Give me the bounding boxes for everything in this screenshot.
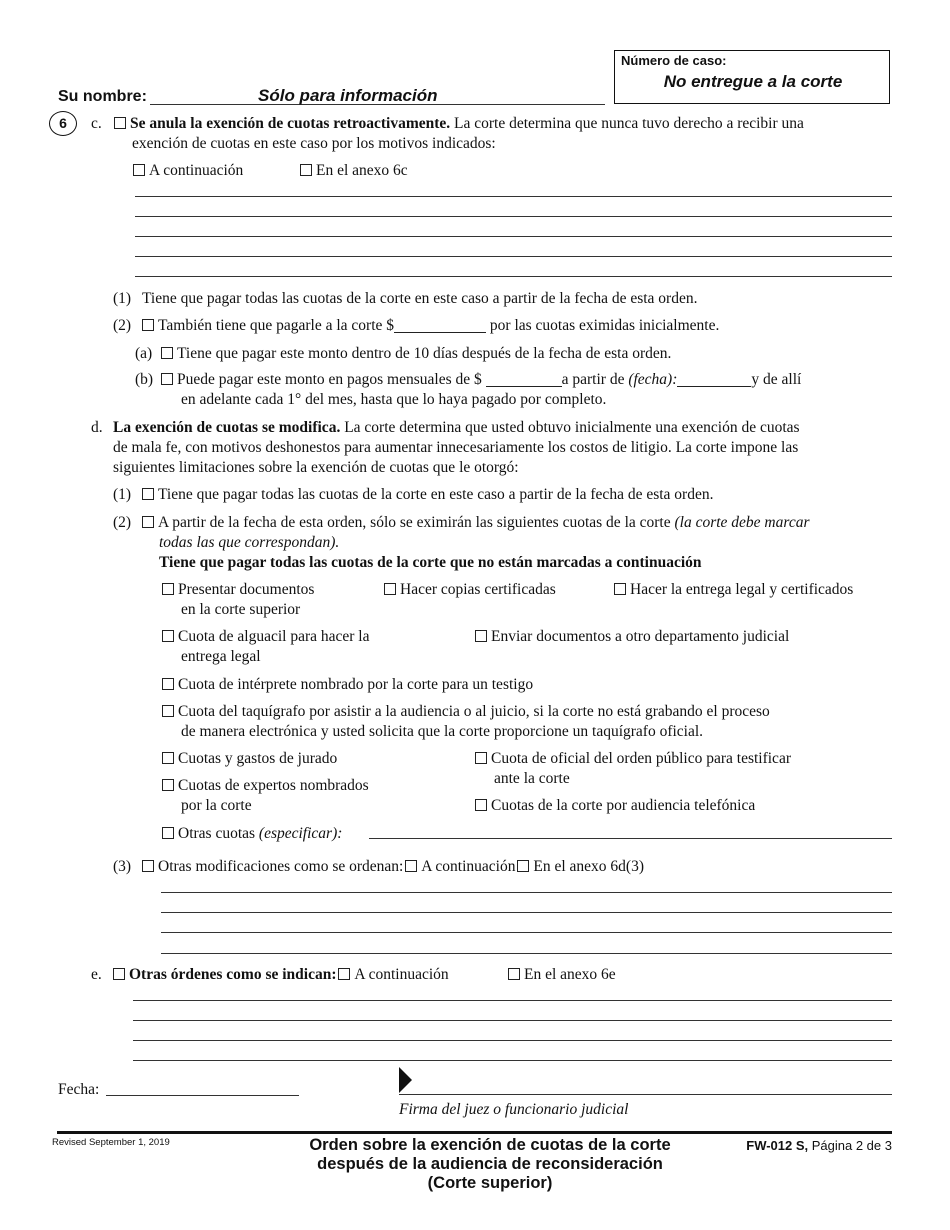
e-option-annex xyxy=(508,966,616,984)
d-text3: siguientes limitaciones sobre la exención de cuotas que le otorgó: xyxy=(113,459,519,476)
e-write-line-3[interactable] xyxy=(133,1040,892,1041)
c2a-checkbox[interactable] xyxy=(161,347,173,359)
c2b-text-4: en adelante cada 1° del mes, hasta que lo haya pagado por completo. xyxy=(181,391,607,408)
d3-write-line-1[interactable] xyxy=(161,892,892,893)
d-title: La exención de cuotas se modifica. xyxy=(113,419,341,436)
c2b-number: (b) xyxy=(135,371,154,388)
footer-rule xyxy=(57,1131,892,1134)
c-option-annex xyxy=(300,162,408,180)
fee-other-specify: (especificar): xyxy=(258,825,343,842)
e-line xyxy=(113,966,449,984)
c1-text: Tiene que pagar todas las cuotas de la corte en este caso a partir de la fecha de esta orden. xyxy=(142,290,698,307)
fee-sheriff-label-2: entrega legal xyxy=(181,648,261,665)
d2-text-1: A partir de la fecha de esta orden, sólo se eximirán las siguientes cuotas de la corte xyxy=(158,514,675,531)
c2b-date-field[interactable] xyxy=(677,372,751,387)
d3-continuation-checkbox[interactable] xyxy=(405,860,417,872)
c2a-number: (a) xyxy=(135,345,153,362)
d1-number: (1) xyxy=(113,486,132,503)
c2-number: (2) xyxy=(113,317,132,334)
fee-transfer-checkbox[interactable] xyxy=(475,630,487,642)
fee-jury xyxy=(162,750,337,768)
fee-experts-label-2: por la corte xyxy=(181,797,252,814)
fee-filing xyxy=(162,581,314,599)
c2-checkbox[interactable] xyxy=(142,319,154,331)
fee-peace-officer-checkbox[interactable] xyxy=(475,752,487,764)
fee-service xyxy=(614,581,853,599)
d3-text: Otras modificaciones como se ordenan: xyxy=(158,858,404,875)
d3-write-line-2[interactable] xyxy=(161,912,892,913)
d3-annex-checkbox[interactable] xyxy=(517,860,529,872)
fee-interpreter-checkbox[interactable] xyxy=(162,678,174,690)
form-number: FW-012 S, xyxy=(746,1138,809,1153)
e-continuation-label: A continuación xyxy=(354,966,449,983)
c2-text-a: También tiene que pagarle a la corte $ xyxy=(158,317,395,334)
c-write-line-4[interactable] xyxy=(135,256,892,257)
fee-interpreter xyxy=(162,676,533,694)
fee-jury-label: Cuotas y gastos de jurado xyxy=(178,750,338,767)
c-title: Se anula la exención de cuotas retroactivamente. xyxy=(130,115,451,132)
letter-d: d. xyxy=(91,419,103,436)
name-label: Su nombre: xyxy=(58,88,147,105)
d1-text: Tiene que pagar todas las cuotas de la corte en este caso a partir de la fecha de esta orden. xyxy=(158,486,714,503)
fee-transfer-label: Enviar documentos a otro departamento judicial xyxy=(491,628,790,645)
d2-bold-instruction: Tiene que pagar todas las cuotas de la corte que no están marcadas a continuación xyxy=(159,554,702,571)
d2-number: (2) xyxy=(113,514,132,531)
fee-telephone-label: Cuotas de la corte por audiencia telefónica xyxy=(491,797,756,814)
c2-text-b: por las cuotas eximidas inicialmente. xyxy=(486,317,720,334)
c2b-monthly-amount-field[interactable] xyxy=(486,372,562,387)
d3-number: (3) xyxy=(113,858,132,875)
c-write-line-3[interactable] xyxy=(135,236,892,237)
fee-service-checkbox[interactable] xyxy=(614,583,626,595)
item-number-circle xyxy=(49,111,77,136)
form-id xyxy=(746,1138,892,1153)
form-title-line-2: después de la audiencia de reconsideración xyxy=(317,1155,663,1173)
c2a-line xyxy=(161,345,671,363)
c-write-line-2[interactable] xyxy=(135,216,892,217)
letter-e: e. xyxy=(91,966,102,983)
fee-sheriff xyxy=(162,628,370,646)
fee-experts-label: Cuotas de expertos nombrados xyxy=(178,777,369,794)
item-number: 6 xyxy=(59,115,67,131)
fee-reporter-label: Cuota del taquígrafo por asistir a la audiencia o al juicio, si la corte no está grabando el proceso xyxy=(178,703,770,720)
c-annex-label: En el anexo 6c xyxy=(316,162,408,179)
e-annex-label: En el anexo 6e xyxy=(524,966,616,983)
fee-interpreter-label: Cuota de intérprete nombrado por la corte para un testigo xyxy=(178,676,534,693)
fee-reporter-label-2: de manera electrónica y usted solicita que la corte proporcione un taquígrafo oficial. xyxy=(181,723,704,740)
form-title-line-3: (Corte superior) xyxy=(427,1174,553,1192)
c-write-line-5[interactable] xyxy=(135,276,892,277)
fee-filing-checkbox[interactable] xyxy=(162,583,174,595)
e-title: Otras órdenes como se indican: xyxy=(129,966,337,983)
d3-continuation-label: A continuación xyxy=(421,858,516,875)
form-title-line-1: Orden sobre la exención de cuotas de la corte xyxy=(309,1136,671,1154)
fee-certified-label: Hacer copias certificadas xyxy=(400,581,556,598)
d3-write-line-3[interactable] xyxy=(161,932,892,933)
fee-other xyxy=(162,825,342,843)
fee-experts-checkbox[interactable] xyxy=(162,779,174,791)
c-annex-checkbox[interactable] xyxy=(300,164,312,176)
d-paragraph-line1 xyxy=(113,419,800,437)
fee-service-label: Hacer la entrega legal y certificados xyxy=(630,581,854,598)
d1-line xyxy=(142,486,713,504)
case-number-label: Número de caso: xyxy=(621,53,727,68)
e-write-line-2[interactable] xyxy=(133,1020,892,1021)
form-title xyxy=(245,1136,735,1193)
c2b-line xyxy=(161,371,801,389)
c-text1: La corte determina que nunca tuvo derecho a recibir una xyxy=(450,115,804,132)
c2b-fecha: (fecha): xyxy=(628,371,678,388)
c2a-text: Tiene que pagar este monto dentro de 10 días después de la fecha de esta orden. xyxy=(177,345,672,362)
date-label: Fecha: xyxy=(58,1081,100,1098)
c-continuation-label: A continuación xyxy=(149,162,244,179)
c2-line xyxy=(142,317,719,335)
fee-telephone-checkbox[interactable] xyxy=(475,799,487,811)
fee-other-field[interactable] xyxy=(369,838,892,839)
d1-checkbox[interactable] xyxy=(142,488,154,500)
d3-annex-label: En el anexo 6d(3) xyxy=(533,858,644,875)
c-option-continuation xyxy=(133,162,243,180)
fee-peace-officer-label-2: ante la corte xyxy=(494,770,570,787)
d-text2: de mala fe, con motivos deshonestos para aumentar innecesariamente los costos de litigio. La corte impone las xyxy=(113,439,799,456)
e-checkbox[interactable] xyxy=(113,968,125,980)
fee-sheriff-label: Cuota de alguacil para hacer la xyxy=(178,628,370,645)
fee-certified xyxy=(384,581,556,599)
fee-certified-checkbox[interactable] xyxy=(384,583,396,595)
fee-sheriff-checkbox[interactable] xyxy=(162,630,174,642)
case-number-value: No entregue a la corte xyxy=(663,72,843,91)
c-continuation-checkbox[interactable] xyxy=(133,164,145,176)
fee-telephone xyxy=(475,797,755,815)
letter-c: c. xyxy=(91,115,102,132)
d-text1: La corte determina que usted obtuvo inicialmente una exención de cuotas xyxy=(340,419,800,436)
case-number-box xyxy=(614,50,890,104)
e-write-line-4[interactable] xyxy=(133,1060,892,1061)
d2-text-1-italic: (la corte debe marcar xyxy=(674,514,810,531)
d2-text-2-italic: todas las que correspondan). xyxy=(159,534,340,551)
d3-line xyxy=(142,858,644,876)
c-checkbox[interactable] xyxy=(114,117,126,129)
c1-number: (1) xyxy=(113,290,132,307)
fee-transfer xyxy=(475,628,789,646)
fee-peace-officer-label: Cuota de oficial del orden público para testificar xyxy=(491,750,791,767)
e-write-line-1[interactable] xyxy=(133,1000,892,1001)
fee-other-checkbox[interactable] xyxy=(162,827,174,839)
e-continuation-checkbox[interactable] xyxy=(338,968,350,980)
d3-checkbox[interactable] xyxy=(142,860,154,872)
d2-line xyxy=(142,514,810,532)
fee-filing-label-2: en la corte superior xyxy=(181,601,301,618)
signature-field[interactable] xyxy=(399,1094,892,1095)
c2b-text-3: y de allí xyxy=(751,371,802,388)
name-value: Sólo para información xyxy=(258,86,438,105)
c2b-text-1: Puede pagar este monto en pagos mensuales de $ xyxy=(177,371,482,388)
c2-amount-field[interactable] xyxy=(394,318,486,333)
d2-checkbox[interactable] xyxy=(142,516,154,528)
signature-label: Firma del juez o funcionario judicial xyxy=(399,1101,629,1118)
fee-reporter-checkbox[interactable] xyxy=(162,705,174,717)
c-write-line-1[interactable] xyxy=(135,196,892,197)
fee-reporter xyxy=(162,703,770,721)
fee-jury-checkbox[interactable] xyxy=(162,752,174,764)
c-text2: exención de cuotas en este caso por los motivos indicados: xyxy=(132,135,496,152)
fee-peace-officer xyxy=(475,750,791,768)
fee-other-label: Otras cuotas xyxy=(178,825,259,842)
c-paragraph-line1 xyxy=(114,115,804,133)
fee-filing-label: Presentar documentos xyxy=(178,581,315,598)
c2b-text-2: a partir de xyxy=(561,371,629,388)
c2b-checkbox[interactable] xyxy=(161,373,173,385)
d3-write-line-4[interactable] xyxy=(161,953,892,954)
revised-date: Revised September 1, 2019 xyxy=(52,1137,170,1148)
page-number: Página 2 de 3 xyxy=(808,1138,892,1153)
fee-experts xyxy=(162,777,369,795)
date-field[interactable] xyxy=(106,1095,299,1096)
e-annex-checkbox[interactable] xyxy=(508,968,520,980)
